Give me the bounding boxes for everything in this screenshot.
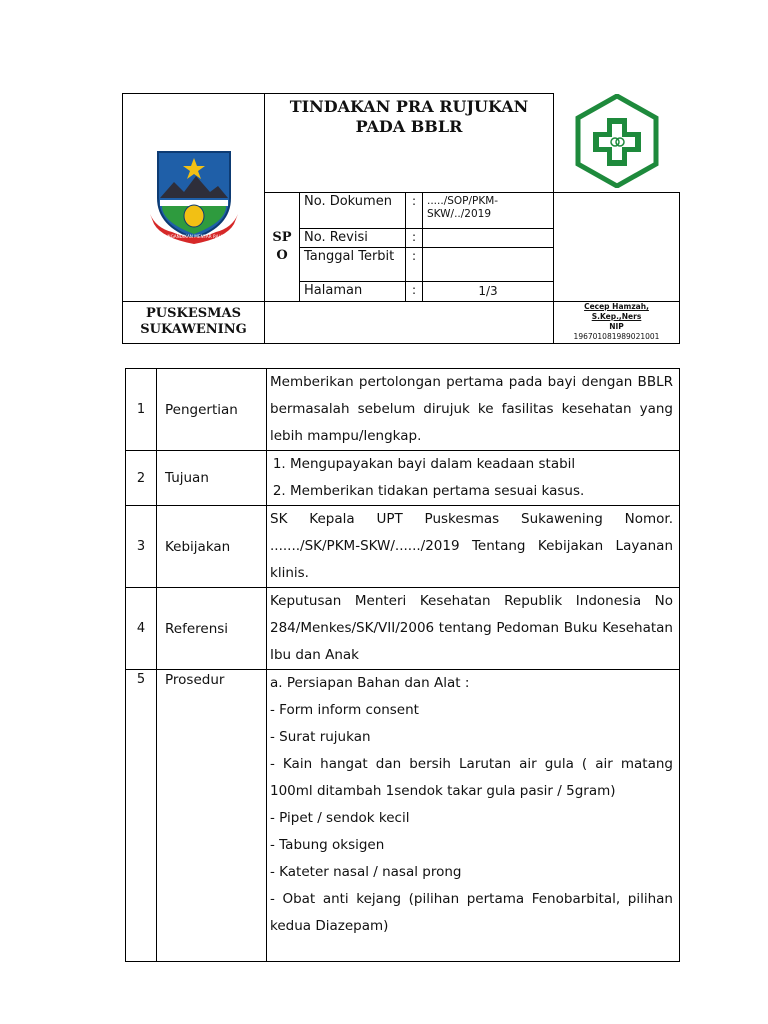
section-body xyxy=(267,670,680,962)
revision-colon: : xyxy=(406,228,423,247)
section-body xyxy=(267,588,680,670)
section-text: Keputusan Menteri Kesehatan Republik Indonesia No 284/Menkes/SK/VII/2006 tentang Pedoman Buku Kesehatan Ibu dan Anak xyxy=(270,593,673,663)
section-body xyxy=(267,369,680,451)
title-line-2: PADA BBLR xyxy=(355,117,463,136)
puskesmas-logo-cell xyxy=(554,94,680,193)
regency-crest-logo xyxy=(146,146,242,244)
regency-crest-cell xyxy=(123,94,265,302)
issue-date-label: Tanggal Terbit xyxy=(300,247,406,281)
document-title xyxy=(265,94,554,193)
doc-number-colon: : xyxy=(406,192,423,228)
section-tujuan xyxy=(126,451,680,506)
section-number: 1 xyxy=(126,369,157,451)
procedure-item: - Tabung oksigen xyxy=(270,837,385,853)
objective-item: 1. Mengupayakan bayi dalam keadaan stabil xyxy=(290,451,673,478)
section-label: Kebijakan xyxy=(157,506,267,588)
section-number: 3 xyxy=(126,506,157,588)
organization-name: PUSKESMAS SUKAWENING xyxy=(123,301,265,343)
section-body xyxy=(267,506,680,588)
section-number: 2 xyxy=(126,451,157,506)
puskesmas-logo xyxy=(574,94,660,188)
procedure-item: - Kain hangat dan bersih Larutan air gula ( air matang 100ml ditambah 1sendok takar gula pasir / 5gram) xyxy=(270,756,673,799)
section-referensi xyxy=(126,588,680,670)
section-text: SK Kepala UPT Puskesmas Sukawening Nomor. ......./SK/PKM-SKW/....../2019 Tentang Kebijakan Layanan klinis. xyxy=(270,511,673,581)
procedure-item: - Pipet / sendok kecil xyxy=(270,810,410,826)
section-text: Memberikan pertolongan pertama pada bayi dengan BBLR bermasalah sebelum dirujuk ke fasilitas kesehatan yang lebih mampu/lengkap. xyxy=(270,374,673,444)
section-label: Tujuan xyxy=(157,451,267,506)
footer-blank-middle xyxy=(265,301,554,343)
objective-item: 2. Memberikan tidakan pertama sesuai kasus. xyxy=(290,478,673,505)
section-label: Referensi xyxy=(157,588,267,670)
page-value: 1/3 xyxy=(423,281,554,301)
signatory-nip-label: NIP xyxy=(609,322,624,331)
section-body xyxy=(267,451,680,506)
procedure-subheading: a. Persiapan Bahan dan Alat : xyxy=(270,675,470,691)
procedure-item: - Kateter nasal / nasal prong xyxy=(270,864,462,880)
spo-label: SP O xyxy=(265,192,300,301)
revision-label: No. Revisi xyxy=(300,228,406,247)
section-label: Prosedur xyxy=(157,670,267,962)
signatory-credential: S.Kep.,Ners xyxy=(591,312,642,321)
doc-number-label: No. Dokumen xyxy=(300,192,406,228)
page-label: Halaman xyxy=(300,281,406,301)
signatory-name: Cecep Hamzah, xyxy=(584,302,649,311)
crest-motto-text: BERI NGANDIKAN MENTAR RAHARJA xyxy=(155,234,232,240)
section-label: Pengertian xyxy=(157,369,267,451)
section-number: 5 xyxy=(126,670,157,962)
sop-content-table xyxy=(125,368,680,962)
revision-value xyxy=(423,228,554,247)
issue-date-colon: : xyxy=(406,247,423,281)
section-kebijakan xyxy=(126,506,680,588)
objective-list xyxy=(270,451,673,505)
procedure-item: - Obat anti kejang (pilihan pertama Fenobarbital, pilihan kedua Diazepam) xyxy=(270,891,673,934)
procedure-item: - Form inform consent xyxy=(270,702,419,718)
signatory-block xyxy=(554,301,680,343)
issue-date-value xyxy=(423,247,554,281)
sop-header-table xyxy=(122,93,680,344)
title-line-1: TINDAKAN PRA RUJUKAN xyxy=(289,97,529,116)
section-number: 4 xyxy=(126,588,157,670)
header-blank-right xyxy=(554,192,680,301)
page-colon: : xyxy=(406,281,423,301)
doc-number-value: ...../SOP/PKM-SKW/../2019 xyxy=(423,192,554,228)
section-pengertian xyxy=(126,369,680,451)
section-prosedur xyxy=(126,670,680,962)
signatory-nip: 196701081989021001 xyxy=(573,332,660,341)
procedure-item: - Surat rujukan xyxy=(270,729,371,745)
sop-content-body xyxy=(126,369,680,962)
